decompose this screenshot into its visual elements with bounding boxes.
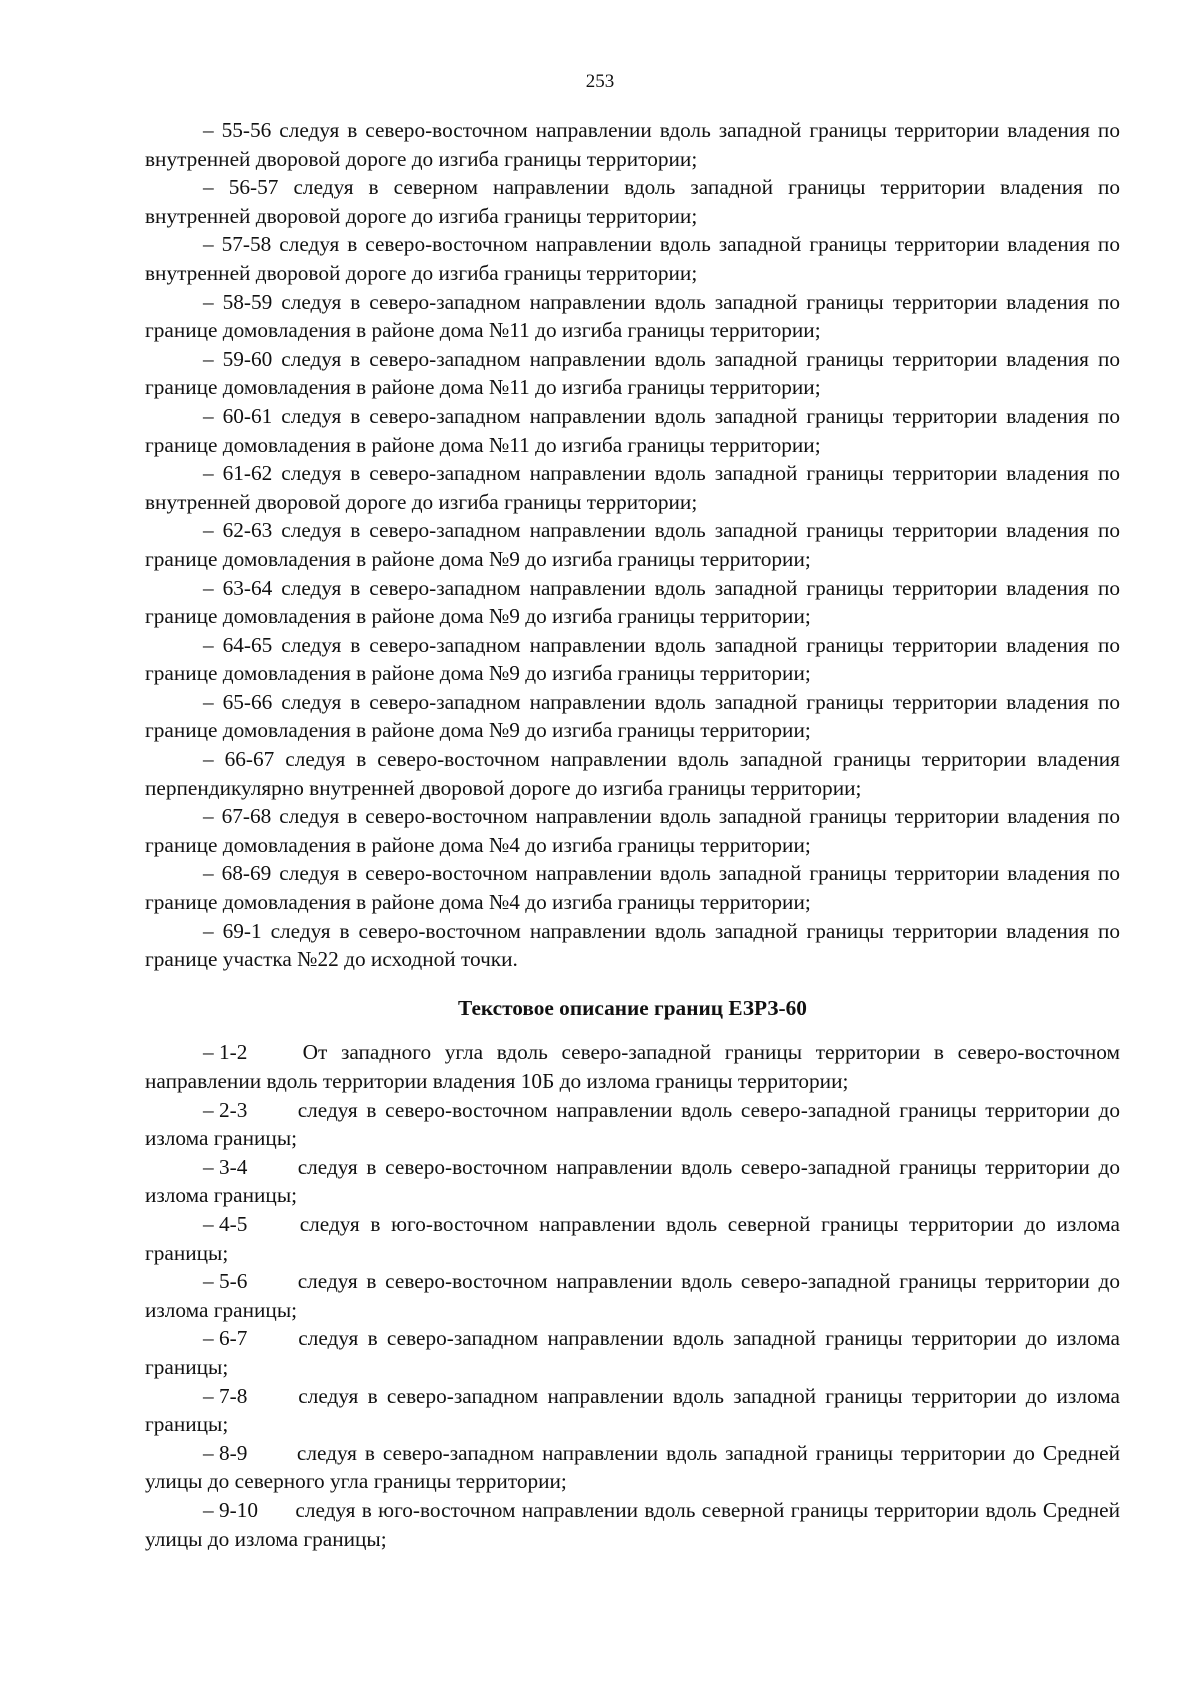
segment-description: следуя в северо-западном направлении вдоль западной границы территории владения по границе домовладения в районе дома №9 до изгиба границы территории; — [145, 632, 1120, 686]
boundary-segment — [145, 1038, 1120, 1095]
page-number: 253 — [585, 71, 615, 92]
segment-description: следуя в северо-восточном направлении вдоль западной границы территории владения по границе домовладения в районе дома №4 до изгиба границы территории; — [145, 861, 1120, 915]
segment-code: – 68-69 — [203, 861, 272, 886]
segment-description: следуя в северо-западном направлении вдоль западной границы территории до излома границы; — [145, 1383, 1120, 1437]
segment-description: следуя в северо-западном направлении вдоль западной границы территории владения по границе домовладения в районе дома №11 до изгиба границы территории; — [145, 289, 1120, 343]
segment-code: – 4-5 — [203, 1211, 248, 1236]
segment-description: следуя в северо-западном направлении вдоль западной границы территории до излома границы; — [145, 1326, 1120, 1379]
boundary-segment — [145, 1324, 1120, 1381]
segment-description: следуя в северо-западном направлении вдоль западной границы территории владения по границе домовладения в районе дома №9 до изгиба границы территории; — [145, 689, 1120, 743]
segment-description: следуя в северном направлении вдоль западной границы территории владения по внутренней дворовой дороге до изгиба границы территории; — [145, 175, 1121, 228]
segment-code: – 8-9 — [203, 1440, 248, 1465]
segment-description: следуя в северо-западном направлении вдоль западной границы территории владения по границе домовладения в районе дома №9 до изгиба границы территории; — [145, 518, 1120, 571]
segment-description: следуя в северо-западном направлении вдоль западной границы территории владения по границе домовладения в районе дома №11 до изгиба границы территории; — [145, 403, 1120, 457]
segment-code: – 2-3 — [203, 1097, 248, 1122]
boundary-segment — [145, 402, 1120, 459]
segment-code: – 5-6 — [203, 1269, 248, 1294]
segment-description: следуя в северо-западном направлении вдоль западной границы территории владения по внутренней дворовой дороге до изгиба границы территории; — [145, 461, 1120, 514]
boundary-segment — [145, 1267, 1120, 1324]
segment-code: – 60-61 — [203, 403, 273, 428]
boundary-segment — [145, 1153, 1120, 1210]
boundary-segment — [145, 1439, 1120, 1496]
segment-code: – 57-58 — [203, 232, 272, 257]
boundary-segment — [145, 345, 1120, 402]
segment-code: – 63-64 — [203, 575, 273, 600]
boundary-list-ezrz-prev — [145, 116, 1120, 974]
segment-code: – 3-4 — [203, 1154, 248, 1179]
boundary-segment — [145, 230, 1120, 287]
segment-code: – 61-62 — [203, 461, 273, 486]
segment-code: – 7-8 — [203, 1383, 248, 1408]
document-body — [145, 116, 1120, 1553]
segment-code: – 58-59 — [203, 289, 273, 314]
segment-code: – 66-67 — [203, 747, 275, 772]
boundary-segment — [145, 917, 1120, 974]
segment-code: – 55-56 — [203, 118, 272, 142]
boundary-segment — [145, 116, 1120, 173]
segment-code: – 6-7 — [203, 1326, 248, 1351]
boundary-segment — [145, 516, 1120, 573]
segment-code: – 1-2 — [203, 1040, 248, 1065]
segment-description: следуя в северо-восточном направлении вдоль западной границы территории владения по внутренней дворовой дороге до изгиба границы территории; — [145, 232, 1120, 285]
segment-description: следуя в северо-западном направлении вдоль западной границы территории до Средней улицы до северного угла границы территории; — [145, 1440, 1120, 1494]
segment-description: следуя в юго-восточном направлении вдоль северной границы территории до излома границы; — [145, 1211, 1120, 1265]
segment-code: – 65-66 — [203, 689, 273, 714]
boundary-segment — [145, 1382, 1120, 1439]
boundary-segment — [145, 288, 1120, 345]
boundary-list-ezrz-60 — [145, 1038, 1120, 1553]
segment-description: следуя в северо-восточном направлении вдоль северо-западной границы территории до излома границы; — [145, 1154, 1120, 1208]
segment-description: следуя в северо-западном направлении вдоль западной границы территории владения по границе домовладения в районе дома №9 до изгиба границы территории; — [145, 575, 1120, 629]
segment-description: следуя в юго-восточном направлении вдоль северной границы территории вдоль Средней улицы до излома границы; — [145, 1497, 1120, 1551]
segment-code: – 9-10 — [203, 1497, 259, 1522]
segment-description: следуя в северо-восточном направлении вдоль западной границы территории владения по границе домовладения в районе дома №4 до изгиба границы территории; — [145, 804, 1120, 857]
boundary-segment — [145, 1496, 1120, 1553]
segment-description: От западного угла вдоль северо-западной границы территории в северо-восточном направлении вдоль территории владения 10Б до излома границы территории; — [145, 1040, 1121, 1093]
segment-description: следуя в северо-восточном направлении вдоль западной границы территории владения по внутренней дворовой дороге до изгиба границы территории; — [145, 118, 1120, 171]
boundary-segment — [145, 745, 1120, 802]
boundary-segment — [145, 1096, 1120, 1153]
boundary-segment — [145, 859, 1120, 916]
segment-code: – 59-60 — [203, 346, 273, 371]
boundary-segment — [145, 173, 1120, 230]
boundary-segment — [145, 688, 1120, 745]
segment-code: – 56-57 — [203, 175, 279, 200]
boundary-segment — [145, 459, 1120, 516]
section-title: Текстовое описание границ ЕЗРЗ-60 — [458, 995, 807, 1020]
boundary-segment — [145, 802, 1120, 859]
segment-description: следуя в северо-восточном направлении вдоль западной границы территории владения перпендикулярно внутренней дворовой дороге до изгиба границы территории; — [145, 747, 1120, 800]
segment-description: следуя в северо-восточном направлении вдоль северо-западной границы территории до излома границы; — [145, 1269, 1120, 1322]
segment-code: – 69-1 — [203, 918, 262, 943]
segment-code: – 67-68 — [203, 804, 272, 829]
segment-code: – 64-65 — [203, 632, 273, 657]
boundary-segment — [145, 1210, 1120, 1267]
segment-description: следуя в северо-западном направлении вдоль западной границы территории владения по границе домовладения в районе дома №11 до изгиба границы территории; — [145, 346, 1120, 400]
segment-description: следуя в северо-восточном направлении вдоль северо-западной границы территории до излома границы; — [145, 1097, 1120, 1151]
boundary-segment — [145, 631, 1120, 688]
boundary-segment — [145, 574, 1120, 631]
segment-code: – 62-63 — [203, 518, 273, 543]
segment-description: следуя в северо-восточном направлении вдоль западной границы территории владения по границе участка №22 до исходной точки. — [145, 918, 1120, 972]
